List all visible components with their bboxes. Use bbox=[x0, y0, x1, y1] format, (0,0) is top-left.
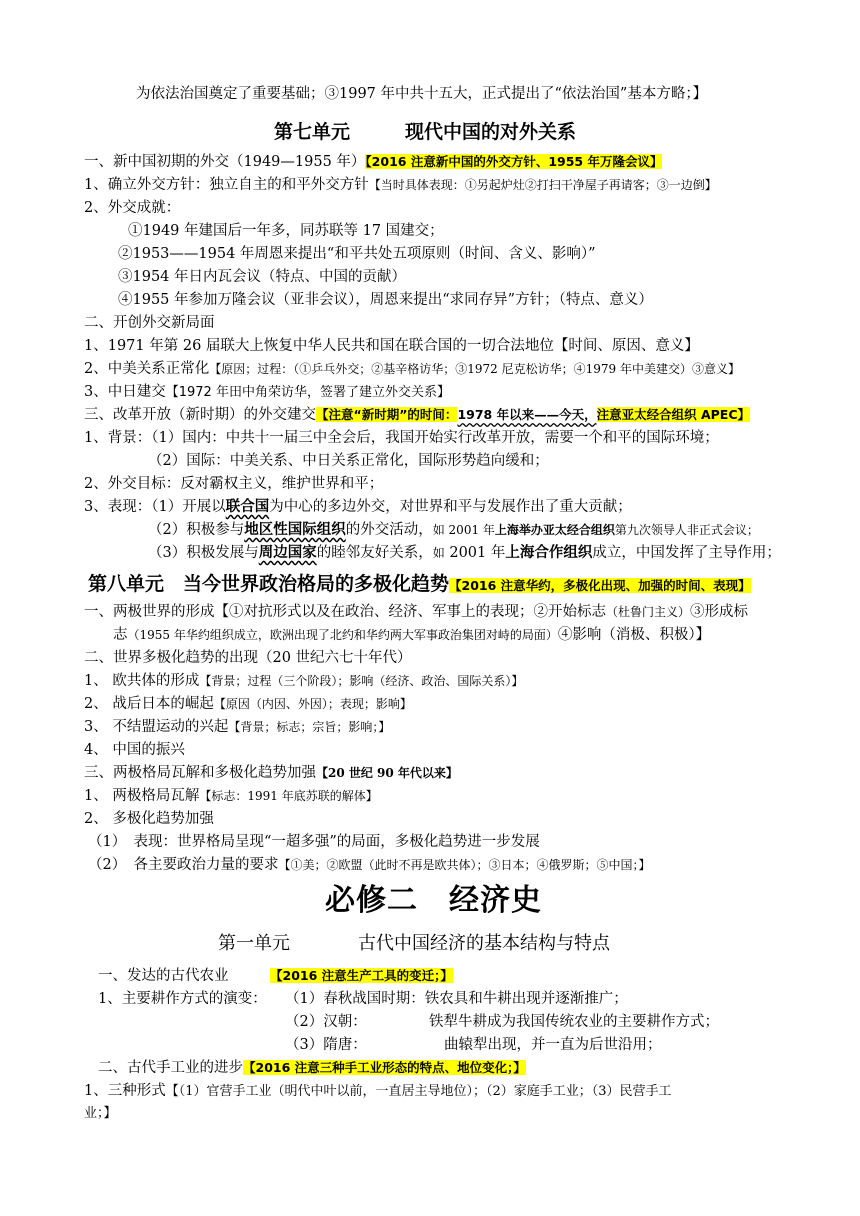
line-note: 【1972 年田中角荣访华，签署了建立外交关系】 bbox=[165, 385, 450, 400]
unit8-title-text: 第八单元 当今世界政治格局的多极化趋势 bbox=[88, 573, 450, 595]
line-note: 【原因；过程：（①乒乓外交；②基辛格访华；③1972 尼克松访华；④1979 年中美建交）③意义】 bbox=[209, 362, 740, 376]
line-text-mid: 的睦邻友好关系， bbox=[316, 545, 433, 561]
unit8-section-2: 二、世界多极化趋势的出现（20 世纪六七十年代） bbox=[84, 650, 412, 666]
unit7-section-1 bbox=[84, 152, 662, 172]
book2-g1b-a: （2）汉朝： bbox=[285, 1014, 367, 1030]
unit8-section-3 bbox=[84, 763, 458, 783]
unit7-title-a: 第七单元 bbox=[274, 121, 351, 143]
book2-section-2 bbox=[98, 1058, 526, 1078]
unit7-section-2: 二、开创外交新局面 bbox=[84, 315, 215, 331]
unit8-f1: （1） 表现：世界格局呈现“一超多强”的局面，多极化趋势进一步发展 bbox=[88, 834, 540, 850]
unit7-c1: 1、背景：（1）国内：中共十一届三中全会后，我国开始实行改革开放，需要一个和平的国际环境； bbox=[84, 430, 719, 446]
unit7-achievement-2: ②1953——1954 年周恩来提出“和平共处五项原则（时间、含义、影响）” bbox=[118, 246, 596, 262]
book2-g1b-b: 铁犁牛耕成为我国传统农业的主要耕作方式； bbox=[429, 1014, 719, 1030]
regional-org-text: 地区性国际组织 bbox=[244, 521, 346, 538]
small-bold-text: 上海举办亚太经合组织 bbox=[494, 523, 615, 537]
line-note: 【原因（内因、外因）；表现；影响】 bbox=[213, 697, 412, 711]
section-note: 【20 世纪 90 年代以来】 bbox=[316, 766, 458, 780]
top-line: 为依法治国奠定了重要基础；③1997 年中共十五大，正式提出了“依法治国”基本方略；】 bbox=[136, 86, 708, 102]
unit8-d4: 4、 中国的振兴 bbox=[84, 742, 185, 758]
unit7-title-b: 现代中国的对外关系 bbox=[405, 121, 577, 143]
unit8-section-1 bbox=[84, 602, 748, 622]
unit8-d1 bbox=[84, 671, 523, 691]
section-text-end: ③形成标 bbox=[690, 604, 749, 620]
line-text: 3、中日建交 bbox=[84, 384, 166, 400]
line-text: 2、 战后日本的崛起 bbox=[84, 696, 214, 712]
line-text: （2）积极参与 bbox=[148, 522, 245, 538]
line-text: 2、中美关系正常化 bbox=[84, 361, 210, 377]
unit8-section-1b bbox=[113, 625, 710, 645]
section-text: 一、新中国初期的外交（1949—1955 年） bbox=[84, 154, 366, 170]
unit7-achievement-4: ④1955 年参加万隆会议（亚非会议），周恩来提出“求同存异”方针；（特点、意义） bbox=[118, 292, 653, 308]
highlight-note-2: 注意亚太经合组织 APEC】 bbox=[596, 407, 750, 422]
line-text-end: 成立，中国发挥了主导作用； bbox=[592, 545, 781, 561]
line-text-mid: 的外交活动， bbox=[345, 522, 433, 538]
section-text: 三、两极格局瓦解和多极化趋势加强 bbox=[84, 765, 316, 781]
book2-unit1-b: 古代中国经济的基本结构与特点 bbox=[358, 933, 610, 954]
book2-h1b: 业；】 bbox=[84, 1106, 117, 1121]
unit7-section-3 bbox=[84, 405, 750, 425]
line-text: 3、表现：（1）开展以 bbox=[84, 499, 226, 515]
unit8-e2: 2、 多极化趋势加强 bbox=[84, 811, 214, 827]
unit7-c3 bbox=[84, 497, 632, 517]
book2-unit1-a: 第一单元 bbox=[218, 933, 290, 954]
un-text: 联合国 bbox=[225, 498, 270, 515]
unit7-c5 bbox=[148, 543, 781, 563]
book2-g1: 1、主要耕作方式的演变： bbox=[98, 991, 267, 1007]
book2-title: 必修二 经济史 bbox=[325, 883, 542, 918]
small-text-end: 第九次领导人非正式会议； bbox=[614, 523, 759, 537]
line-note: 【背景；过程（三个阶段）；影响（经济、政治、国际关系）】 bbox=[199, 674, 524, 688]
line-note: 【标志：1991 年底苏联的解体】 bbox=[199, 789, 378, 803]
book2-section-1 bbox=[98, 966, 229, 986]
unit8-d3 bbox=[84, 717, 390, 737]
section-text: 二、古代手工业的进步 bbox=[98, 1060, 243, 1076]
line-note: 【背景；标志；宗旨；影响；】 bbox=[228, 720, 391, 734]
unit7-b3 bbox=[84, 382, 450, 403]
unit8-title-highlight: 【2016 注意华约，多极化出现、加强的时间、表现】 bbox=[449, 578, 751, 593]
unit7-c1b: （2）国际：中美关系、中日关系正常化，国际形势趋向缓和； bbox=[148, 453, 549, 469]
unit7-achievement-3: ③1954 年日内瓦会议（特点、中国的贡献） bbox=[118, 269, 407, 285]
unit8-f2 bbox=[88, 855, 651, 875]
unit7-c2: 2、外交目标：反对霸权主义，维护世界和平； bbox=[84, 476, 384, 492]
highlight-note-1: 【注意“新时期”的时间： bbox=[316, 407, 458, 422]
section-text: 志 bbox=[113, 627, 128, 643]
book2-section-1-highlight bbox=[270, 966, 453, 986]
period-text: 1978 年以来——今天， bbox=[457, 407, 597, 422]
unit7-b2 bbox=[84, 359, 740, 379]
unit8-title bbox=[88, 569, 751, 596]
unit8-e1 bbox=[84, 786, 378, 806]
section-text: 一、两极世界的形成【①对抗形式以及在政治、经济、军事上的表现；②开始标志 bbox=[84, 604, 606, 620]
line-text: （2） 各主要政治力量的要求 bbox=[88, 857, 279, 873]
line-text-end: 为中心的多边外交，对世界和平与发展作出了重大贡献； bbox=[269, 499, 632, 515]
section-text-end: ④影响（消极、积极）】 bbox=[557, 627, 711, 643]
highlight-note: 【2016 注意生产工具的变迁；】 bbox=[270, 968, 453, 983]
line-text: 1、 欧共体的形成 bbox=[84, 673, 200, 689]
small-text: （杜鲁门主义） bbox=[606, 605, 691, 619]
book2-g1c-a: （3）隋唐： bbox=[285, 1037, 367, 1053]
unit7-line-2: 2、外交成就： bbox=[84, 200, 181, 216]
line-text: 1、确立外交方针：独立自主的和平外交方针 bbox=[84, 177, 369, 193]
line-text: 1、 两极格局瓦解 bbox=[84, 788, 200, 804]
year-text: 2001 年 bbox=[444, 545, 506, 561]
small-text: （1955 年华约组织成立，欧洲出现了北约和华约两大军事政治集团对峙的局面） bbox=[127, 628, 558, 642]
book2-g1c-b: 曲辕犁出现，并一直为后世沿用； bbox=[444, 1037, 662, 1053]
unit7-b1: 1、1971 年第 26 届联大上恢复中华人民共和国在联合国的一切合法地位【时间、原因、意义】 bbox=[84, 338, 699, 354]
small-text: 如 bbox=[432, 546, 445, 560]
highlight-note: 【2016 注意三种手工业形态的特点、地位变化；】 bbox=[243, 1060, 526, 1075]
line-note: 【（1）官营手工业（明代中叶以前，一直居主导地位）；（2）家庭手工业；（3）民营手工 bbox=[165, 1084, 672, 1099]
line-note: 【①美；②欧盟（此时不再是欧共体）；③日本；④俄罗斯；⑤中国；】 bbox=[278, 858, 651, 872]
book2-g1a: （1）春秋战国时期：铁农具和牛耕出现并逐渐推广； bbox=[285, 991, 628, 1007]
unit7-line-1 bbox=[84, 175, 717, 195]
line-text: 3、 不结盟运动的兴起 bbox=[84, 719, 229, 735]
line-note: 【当时具体表现：①另起炉灶②打扫干净屋子再请客；③一边倒】 bbox=[368, 178, 717, 192]
section-text: 三、改革开放（新时期）的外交建交 bbox=[84, 407, 316, 423]
neighbors-text: 周边国家 bbox=[258, 544, 317, 561]
line-text: （3）积极发展与 bbox=[148, 545, 259, 561]
unit7-achievement-1: ①1949 年建国后一年多，同苏联等 17 国建交； bbox=[128, 223, 444, 239]
unit7-c4 bbox=[148, 520, 759, 540]
highlight-note: 【2016 注意新中国的外交方针、1955 年万隆会议】 bbox=[365, 154, 663, 169]
unit8-d2 bbox=[84, 694, 412, 714]
book2-h1 bbox=[84, 1081, 672, 1102]
line-text: 1、三种形式 bbox=[84, 1083, 166, 1099]
small-text: 如 2001 年 bbox=[432, 523, 495, 537]
section-text: 一、发达的古代农业 bbox=[98, 968, 229, 984]
sco-text: 上海合作组织 bbox=[505, 544, 593, 561]
